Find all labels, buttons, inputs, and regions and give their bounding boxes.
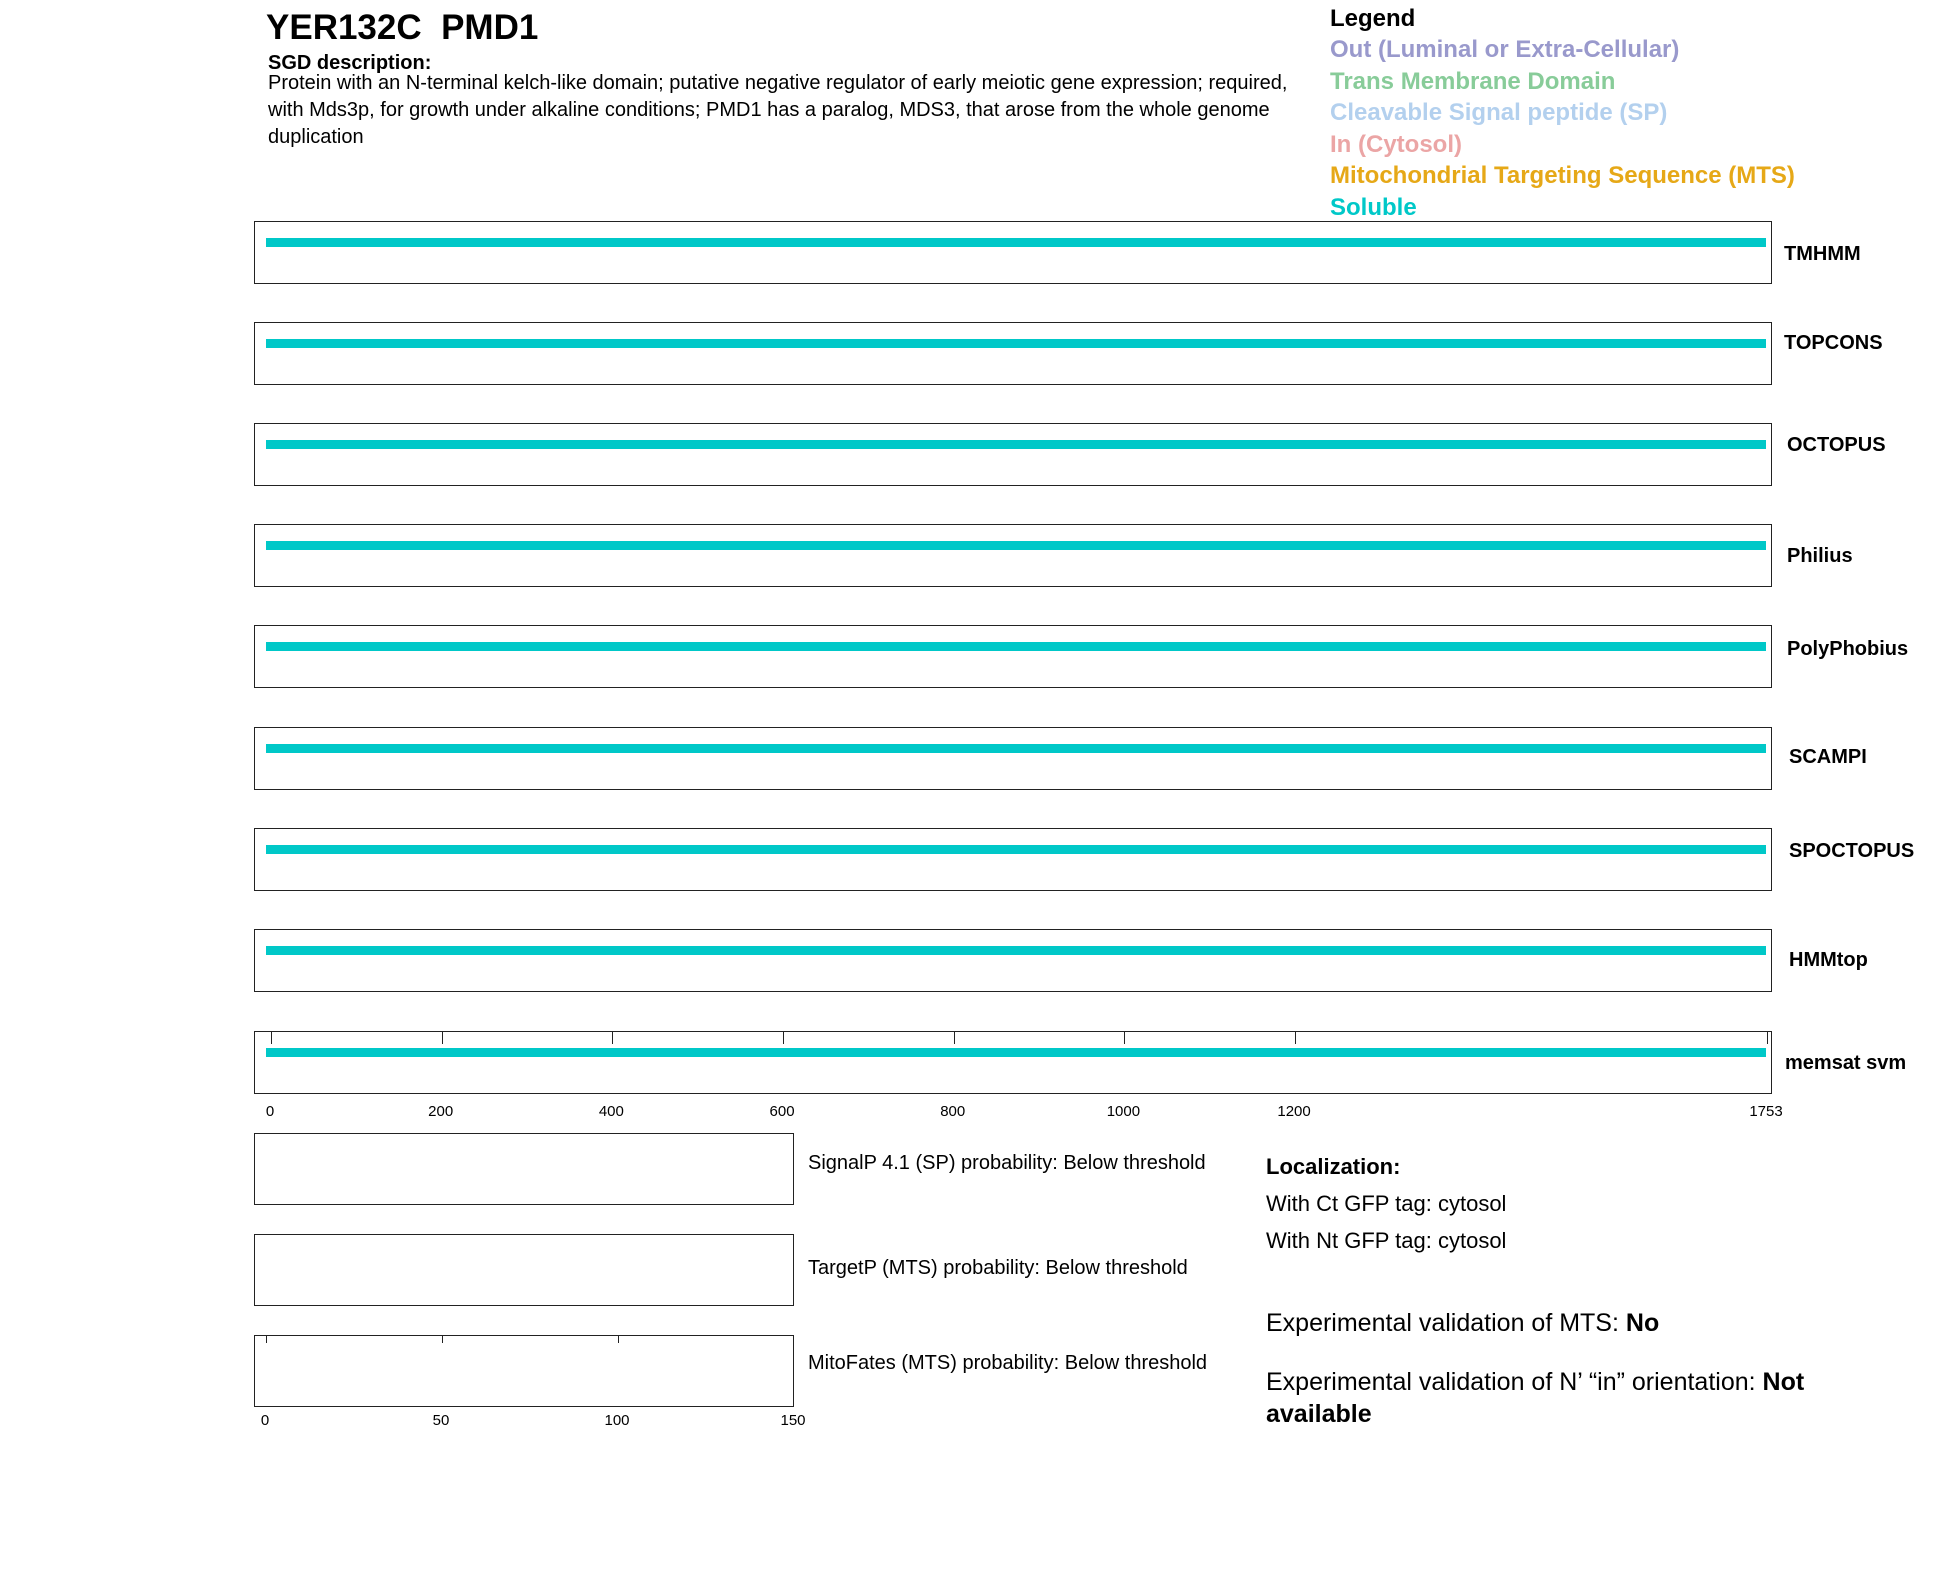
predictor-label: SPOCTOPUS bbox=[1789, 840, 1915, 862]
segment-soluble bbox=[266, 845, 1766, 854]
legend-item: Trans Membrane Domain bbox=[1330, 67, 1616, 95]
legend-item: Mitochondrial Targeting Sequence (MTS) bbox=[1330, 162, 1795, 189]
legend-item: In (Cytosol) bbox=[1330, 130, 1462, 158]
page-title: YER132C PMD1 bbox=[266, 8, 539, 47]
predictor-label: Philius bbox=[1787, 545, 1853, 567]
mts-validation-label: Experimental validation of MTS: bbox=[1266, 1309, 1626, 1337]
legend bbox=[1330, 4, 1795, 223]
axis-tick-label: 800 bbox=[940, 1103, 966, 1120]
segment-soluble bbox=[266, 339, 1766, 348]
small-axis-tick-label: 0 bbox=[260, 1412, 270, 1429]
track-scampi bbox=[254, 727, 1772, 790]
legend-item: Cleavable Signal peptide (SP) bbox=[1330, 99, 1668, 126]
probability-panel bbox=[254, 1234, 794, 1306]
orientation-validation-label: Experimental validation of N’ “in” orientation: bbox=[1266, 1368, 1763, 1396]
predictor-label: PolyPhobius bbox=[1787, 638, 1909, 660]
predictor-label: TMHMM bbox=[1784, 243, 1861, 265]
track-tmhmm bbox=[254, 221, 1772, 284]
predictor-label: TOPCONS bbox=[1784, 332, 1883, 354]
segment-soluble bbox=[266, 440, 1766, 449]
mts-validation bbox=[1266, 1307, 1826, 1339]
segment-soluble bbox=[266, 642, 1766, 651]
segment-soluble bbox=[266, 238, 1766, 247]
legend-item: Soluble bbox=[1330, 193, 1417, 221]
description-heading: SGD description: bbox=[268, 52, 432, 74]
track-hmmtop bbox=[254, 929, 1772, 992]
axis-tick-label: 600 bbox=[769, 1103, 795, 1120]
axis-tick-label: 400 bbox=[598, 1103, 624, 1120]
localization-ct: With Ct GFP tag: cytosol bbox=[1266, 1191, 1507, 1216]
small-axis-tick bbox=[266, 1336, 267, 1343]
localization-heading: Localization: bbox=[1266, 1154, 1401, 1179]
small-axis-tick-label: 150 bbox=[780, 1412, 806, 1429]
segment-soluble bbox=[266, 946, 1766, 955]
small-axis-tick bbox=[442, 1336, 443, 1343]
axis-tick-label: 0 bbox=[265, 1103, 275, 1120]
axis-tick bbox=[442, 1032, 443, 1044]
axis-tick-label: 200 bbox=[428, 1103, 454, 1120]
segment-soluble bbox=[266, 1048, 1766, 1057]
axis-tick bbox=[1124, 1032, 1125, 1044]
track-polyphobius bbox=[254, 625, 1772, 688]
probability-panel bbox=[254, 1335, 794, 1407]
segment-soluble bbox=[266, 541, 1766, 550]
probability-label: SignalP 4.1 (SP) probability: Below threshold bbox=[808, 1152, 1206, 1174]
track-octopus bbox=[254, 423, 1772, 486]
small-axis-tick bbox=[618, 1336, 619, 1343]
axis-tick-label: 1200 bbox=[1277, 1103, 1311, 1120]
orientation-validation bbox=[1266, 1366, 1826, 1430]
probability-panel bbox=[254, 1133, 794, 1205]
small-axis-tick-label: 50 bbox=[432, 1412, 450, 1429]
axis-tick bbox=[612, 1032, 613, 1044]
track-spoctopus bbox=[254, 828, 1772, 891]
localization-nt: With Nt GFP tag: cytosol bbox=[1266, 1228, 1507, 1253]
predictor-label: HMMtop bbox=[1789, 949, 1868, 971]
axis-tick bbox=[1767, 1032, 1768, 1044]
axis-tick bbox=[783, 1032, 784, 1044]
track-philius bbox=[254, 524, 1772, 587]
track-topcons bbox=[254, 322, 1772, 385]
small-axis-tick-label: 100 bbox=[604, 1412, 630, 1429]
predictor-label: SCAMPI bbox=[1789, 746, 1867, 768]
probability-label: TargetP (MTS) probability: Below threshold bbox=[808, 1257, 1188, 1279]
axis-tick bbox=[1295, 1032, 1296, 1044]
axis-tick-label: 1000 bbox=[1106, 1103, 1141, 1120]
track-memsat-svm bbox=[254, 1031, 1772, 1094]
legend-items bbox=[1330, 34, 1795, 223]
orientation-validation-value: Not available bbox=[1266, 1368, 1805, 1428]
axis-tick bbox=[954, 1032, 955, 1044]
segment-soluble bbox=[266, 744, 1766, 753]
predictor-label: OCTOPUS bbox=[1787, 434, 1886, 456]
legend-title: Legend bbox=[1330, 5, 1416, 32]
mts-validation-value: No bbox=[1625, 1309, 1660, 1337]
localization-block bbox=[1266, 1148, 1506, 1259]
axis-tick bbox=[271, 1032, 272, 1044]
axis-tick-label: 1753 bbox=[1749, 1103, 1783, 1120]
probability-label: MitoFates (MTS) probability: Below threshold bbox=[808, 1352, 1208, 1374]
predictor-label: memsat svm bbox=[1785, 1052, 1907, 1074]
legend-item: Out (Luminal or Extra-Cellular) bbox=[1330, 36, 1680, 63]
description-text: Protein with an N-terminal kelch-like domain; putative negative regulator of early meiotic gene expression; required, with Mds3p, for growth under alkaline conditions; PMD1 has a paralog, MDS3, that arose from the whole genome duplication bbox=[268, 72, 1288, 148]
